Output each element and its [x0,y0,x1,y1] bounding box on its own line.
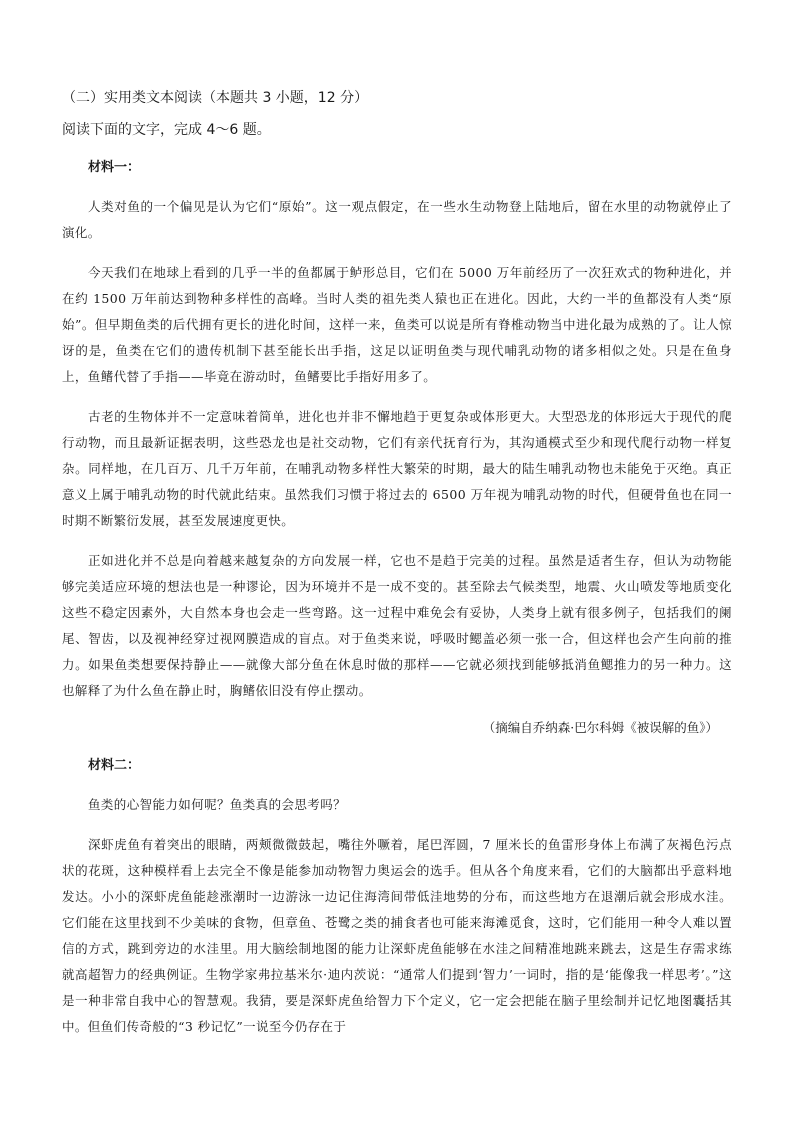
material-one-label: 材料一： [88,160,141,175]
instruction: 阅读下面的文字，完成 4～6 题。 [62,122,271,138]
material-two-paragraph-1: 鱼类的心智能力如何呢？鱼类真的会思考吗？ [88,797,347,812]
material-one-paragraph-2: 今天我们在地球上看到的几乎一半的鱼都属于鲈形总目，它们在 5000 万年前经历了一次狂欢式的物种进化，并在约 1500 万年前达到物种多样性的高峰。当时人类的祖先类人猿也正在进化。因此，大约一半的鱼都没有人类“原始”。但早期鱼类的后代拥有更长的进化时间，这样一来，鱼类可以说是所有脊椎动物当中进化最为成熟的了。让人惊讶的是，鱼类在它们的遗传机制下甚至能长出手指，这足以证明鱼类与现代哺乳动物的诸多相似之处。只是在鱼身上，鱼鳍代替了手指——毕竟在游动时，鱼鳍要比手指好用多了。 [62,265,732,384]
material-two-paragraph-2: 深虾虎鱼有着突出的眼睛，两颊微微鼓起，嘴往外噘着，尾巴浑圆，7 厘米长的鱼雷形身体上布满了灰褐色污点状的花斑，这种模样看上去完全不像是能参加动物智力奥运会的选手。但从各个角度来看，它们的大脑都出乎意料地发达。小小的深虾虎鱼能趁涨潮时一边游泳一边记住海湾间带低洼地势的分布，而这些地方在退潮后就会形成水洼。它们能在这里找到不少美味的食物，但章鱼、苍鹭之类的捕食者也可能来海滩觅食，这时，它们能用一种令人难以置信的方式，跳到旁边的水洼里。用大脑绘制地图的能力让深虾虎鱼能够在水洼之间精准地跳来跳去，这是生存需求练就高超智力的经典例证。生物学家弗拉基米尔·迪内茨说：“通常人们提到‘智力’一词时，指的是‘能像我一样思考’。”这是一种非常自我中心的智慧观。我猜，要是深虾虎鱼给智力下个定义，它一定会把能在脑子里绘制并记忆地图囊括其中。但鱼们传奇般的“3 秒记忆”一说至今仍存在于 [62,837,732,1034]
material-two-label: 材料二： [88,758,141,773]
material-one-paragraph-3: 古老的生物体并不一定意味着简单，进化也并非不懈地趋于更复杂或体形更大。大型恐龙的体形远大于现代的爬行动物，而且最新证据表明，这些恐龙也是社交动物，它们有亲代抚育行为，其沟通模式至少和现代爬行动物一样复杂。同样地，在几百万、几千万年前，在哺乳动物多样性大繁荣的时期，最大的陆生哺乳动物也未能免于灭绝。真正意义上属于哺乳动物的时代就此结束。虽然我们习惯于将过去的 6500 万年视为哺乳动物的时代，但硬骨鱼也在同一时期不断繁衍发展，甚至发展速度更快。 [62,409,732,528]
material-one-paragraph-4: 正如进化并不总是向着越来越复杂的方向发展一样，它也不是趋于完美的过程。虽然是适者生存，但认为动物能够完美适应环境的想法也是一种谬论，因为环境并不是一成不变的。甚至除去气候类型，地震、火山喷发等地质变化这些不稳定因素外，大自然本身也会走一些弯路。这一过程中难免会有妥协，人类身上就有很多例子，包括我们的阑尾、智齿，以及视神经穿过视网膜造成的盲点。对于鱼类来说，呼吸时鳃盖必须一张一合，但这样也会产生向前的推力。如果鱼类想要保持静止——就像大部分鱼在休息时做的那样——它就必须找到能够抵消鱼鳃推力的另一种力。这也解释了为什么鱼在静止时，胸鳍依旧没有停止摆动。 [62,553,732,698]
material-one-paragraph-1: 人类对鱼的一个偏见是认为它们“原始”。这一观点假定，在一些水生动物登上陆地后，留在水里的动物就停止了演化。 [62,199,732,240]
material-one-source: （摘编自乔纳森·巴尔科姆《被误解的鱼》） [482,720,718,735]
section-heading: （二）实用类文本阅读（本题共 3 小题，12 分） [62,90,369,106]
